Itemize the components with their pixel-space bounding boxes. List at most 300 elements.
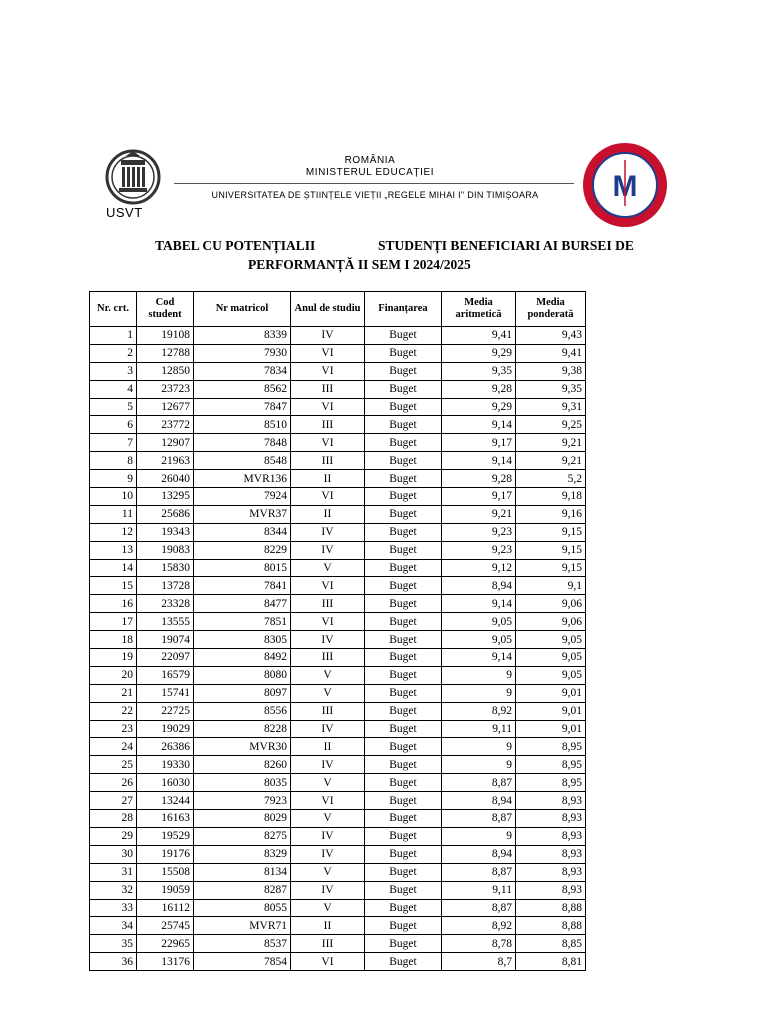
table-row xyxy=(90,953,586,971)
cell-nr: 36 xyxy=(90,953,137,971)
cell-nr-matricol: 7923 xyxy=(194,792,291,810)
cell-an: IV xyxy=(291,541,365,559)
cell-cod-student: 23723 xyxy=(137,380,194,398)
table-row xyxy=(90,452,586,470)
cell-nr-matricol: 7851 xyxy=(194,613,291,631)
header-divider xyxy=(174,183,574,184)
cell-media-aritmetica: 9,35 xyxy=(442,362,516,380)
cell-finantare: Buget xyxy=(365,434,442,452)
table-row xyxy=(90,666,586,684)
table-row xyxy=(90,577,586,595)
cell-nr-matricol: 8055 xyxy=(194,899,291,917)
cell-nr-matricol: 7930 xyxy=(194,344,291,362)
cell-media-aritmetica: 9,29 xyxy=(442,344,516,362)
cell-finantare: Buget xyxy=(365,523,442,541)
cell-media-aritmetica: 8,92 xyxy=(442,917,516,935)
cell-an: II xyxy=(291,505,365,523)
cell-media-aritmetica: 8,87 xyxy=(442,899,516,917)
cell-an: III xyxy=(291,452,365,470)
cell-nr-matricol: MVR37 xyxy=(194,505,291,523)
cell-cod-student: 15508 xyxy=(137,863,194,881)
cell-cod-student: 13176 xyxy=(137,953,194,971)
cell-media-ponderata: 9,01 xyxy=(516,720,586,738)
cell-media-ponderata: 9,41 xyxy=(516,344,586,362)
cell-finantare: Buget xyxy=(365,380,442,398)
cell-cod-student: 16030 xyxy=(137,774,194,792)
cell-media-aritmetica: 9,14 xyxy=(442,416,516,434)
cell-media-aritmetica: 8,94 xyxy=(442,792,516,810)
cell-nr-matricol: 7841 xyxy=(194,577,291,595)
cell-nr-matricol: 8477 xyxy=(194,595,291,613)
table-row xyxy=(90,863,586,881)
title-part-1: TABEL CU POTENȚIALII xyxy=(155,238,316,253)
cell-media-aritmetica: 8,92 xyxy=(442,702,516,720)
cell-an: VI xyxy=(291,398,365,416)
cell-an: VI xyxy=(291,434,365,452)
cell-an: III xyxy=(291,702,365,720)
cell-media-ponderata: 8,81 xyxy=(516,953,586,971)
cell-cod-student: 12907 xyxy=(137,434,194,452)
cell-cod-student: 25745 xyxy=(137,917,194,935)
cell-nr: 8 xyxy=(90,452,137,470)
cell-an: IV xyxy=(291,756,365,774)
cell-cod-student: 19176 xyxy=(137,845,194,863)
cell-media-ponderata: 9,21 xyxy=(516,452,586,470)
cell-nr-matricol: 8029 xyxy=(194,810,291,828)
cell-an: III xyxy=(291,416,365,434)
cell-media-ponderata: 9,05 xyxy=(516,631,586,649)
cell-an: IV xyxy=(291,327,365,345)
cell-nr-matricol: 8229 xyxy=(194,541,291,559)
cell-media-ponderata: 9,43 xyxy=(516,327,586,345)
cell-media-aritmetica: 8,7 xyxy=(442,953,516,971)
cell-nr: 24 xyxy=(90,738,137,756)
cell-media-ponderata: 9,05 xyxy=(516,666,586,684)
cell-cod-student: 12788 xyxy=(137,344,194,362)
cell-an: V xyxy=(291,559,365,577)
cell-cod-student: 25686 xyxy=(137,505,194,523)
cell-media-ponderata: 5,2 xyxy=(516,470,586,488)
cell-cod-student: 26386 xyxy=(137,738,194,756)
cell-nr-matricol: 8562 xyxy=(194,380,291,398)
cell-cod-student: 22965 xyxy=(137,935,194,953)
cell-cod-student: 19059 xyxy=(137,881,194,899)
cell-cod-student: 12677 xyxy=(137,398,194,416)
cell-finantare: Buget xyxy=(365,649,442,667)
cell-nr: 33 xyxy=(90,899,137,917)
cell-finantare: Buget xyxy=(365,398,442,416)
usvt-label: USVT xyxy=(106,205,143,220)
cell-finantare: Buget xyxy=(365,792,442,810)
cell-an: IV xyxy=(291,523,365,541)
cell-cod-student: 19343 xyxy=(137,523,194,541)
cell-media-ponderata: 9,06 xyxy=(516,613,586,631)
cell-media-ponderata: 8,95 xyxy=(516,738,586,756)
cell-nr: 21 xyxy=(90,684,137,702)
cell-finantare: Buget xyxy=(365,559,442,577)
cell-cod-student: 16112 xyxy=(137,899,194,917)
cell-an: III xyxy=(291,380,365,398)
cell-media-aritmetica: 9,41 xyxy=(442,327,516,345)
table-row xyxy=(90,792,586,810)
cell-nr: 1 xyxy=(90,327,137,345)
table-row xyxy=(90,434,586,452)
cell-media-ponderata: 9,38 xyxy=(516,362,586,380)
cell-finantare: Buget xyxy=(365,863,442,881)
cell-an: VI xyxy=(291,953,365,971)
table-row xyxy=(90,774,586,792)
cell-media-ponderata: 9,15 xyxy=(516,541,586,559)
table-row xyxy=(90,720,586,738)
cell-finantare: Buget xyxy=(365,845,442,863)
cell-an: V xyxy=(291,863,365,881)
cell-an: II xyxy=(291,470,365,488)
cell-finantare: Buget xyxy=(365,362,442,380)
cell-finantare: Buget xyxy=(365,344,442,362)
cell-nr-matricol: 7924 xyxy=(194,488,291,506)
students-table xyxy=(89,291,586,971)
cell-nr: 7 xyxy=(90,434,137,452)
cell-media-ponderata: 8,88 xyxy=(516,899,586,917)
cell-nr: 23 xyxy=(90,720,137,738)
cell-nr: 6 xyxy=(90,416,137,434)
cell-media-ponderata: 9,15 xyxy=(516,559,586,577)
table-row xyxy=(90,935,586,953)
cell-an: VI xyxy=(291,344,365,362)
cell-cod-student: 13555 xyxy=(137,613,194,631)
cell-media-ponderata: 9,16 xyxy=(516,505,586,523)
cell-media-aritmetica: 9,12 xyxy=(442,559,516,577)
cell-cod-student: 26040 xyxy=(137,470,194,488)
cell-media-ponderata: 9,1 xyxy=(516,577,586,595)
cell-an: V xyxy=(291,899,365,917)
cell-nr: 26 xyxy=(90,774,137,792)
table-row xyxy=(90,595,586,613)
cell-finantare: Buget xyxy=(365,953,442,971)
cell-nr-matricol: 8510 xyxy=(194,416,291,434)
cell-finantare: Buget xyxy=(365,720,442,738)
cell-finantare: Buget xyxy=(365,595,442,613)
table-row xyxy=(90,613,586,631)
cell-an: IV xyxy=(291,881,365,899)
cell-finantare: Buget xyxy=(365,738,442,756)
cell-nr: 4 xyxy=(90,380,137,398)
header-nr-matricol: Nr matricol xyxy=(194,292,291,327)
table-row xyxy=(90,684,586,702)
cell-an: IV xyxy=(291,827,365,845)
cell-finantare: Buget xyxy=(365,666,442,684)
cell-nr: 5 xyxy=(90,398,137,416)
table-row xyxy=(90,649,586,667)
header-media-ponderata: Media ponderată xyxy=(516,292,586,327)
cell-nr: 25 xyxy=(90,756,137,774)
cell-nr-matricol: 7834 xyxy=(194,362,291,380)
cell-media-aritmetica: 9,11 xyxy=(442,720,516,738)
cell-media-aritmetica: 9 xyxy=(442,666,516,684)
cell-media-aritmetica: 9,23 xyxy=(442,523,516,541)
cell-media-aritmetica: 9,05 xyxy=(442,631,516,649)
cell-cod-student: 15830 xyxy=(137,559,194,577)
cell-an: V xyxy=(291,666,365,684)
cell-media-ponderata: 9,31 xyxy=(516,398,586,416)
table-row xyxy=(90,845,586,863)
cell-media-aritmetica: 9,05 xyxy=(442,613,516,631)
cell-cod-student: 19083 xyxy=(137,541,194,559)
cell-media-aritmetica: 9,14 xyxy=(442,649,516,667)
cell-nr: 2 xyxy=(90,344,137,362)
header-finantarea: Finanțarea xyxy=(365,292,442,327)
header-university: UNIVERSITATEA DE ȘTIINȚELE VIEȚII „REGELE MIHAI I" DIN TIMIȘOARA xyxy=(211,190,539,200)
cell-an: VI xyxy=(291,362,365,380)
cell-nr: 29 xyxy=(90,827,137,845)
cell-nr: 3 xyxy=(90,362,137,380)
cell-media-aritmetica: 9 xyxy=(442,684,516,702)
cell-cod-student: 15741 xyxy=(137,684,194,702)
table-row xyxy=(90,541,586,559)
header-ministry: MINISTERUL EDUCAȚIEI xyxy=(305,167,435,178)
table-row xyxy=(90,917,586,935)
cell-finantare: Buget xyxy=(365,327,442,345)
cell-finantare: Buget xyxy=(365,488,442,506)
cell-nr: 9 xyxy=(90,470,137,488)
cell-finantare: Buget xyxy=(365,505,442,523)
cell-finantare: Buget xyxy=(365,541,442,559)
header-media-aritmetica: Media aritmetică xyxy=(442,292,516,327)
cell-an: IV xyxy=(291,720,365,738)
cell-cod-student: 16163 xyxy=(137,810,194,828)
cell-nr: 30 xyxy=(90,845,137,863)
cell-finantare: Buget xyxy=(365,702,442,720)
cell-cod-student: 19029 xyxy=(137,720,194,738)
cell-nr-matricol: 8015 xyxy=(194,559,291,577)
cell-media-aritmetica: 8,87 xyxy=(442,774,516,792)
cell-media-aritmetica: 9 xyxy=(442,756,516,774)
cell-media-aritmetica: 9,17 xyxy=(442,488,516,506)
cell-media-ponderata: 9,01 xyxy=(516,702,586,720)
cell-finantare: Buget xyxy=(365,470,442,488)
cell-nr-matricol: 8134 xyxy=(194,863,291,881)
cell-nr-matricol: 8305 xyxy=(194,631,291,649)
cell-cod-student: 22097 xyxy=(137,649,194,667)
cell-media-aritmetica: 9,17 xyxy=(442,434,516,452)
cell-an: III xyxy=(291,935,365,953)
cell-media-ponderata: 9,18 xyxy=(516,488,586,506)
cell-nr-matricol: 8275 xyxy=(194,827,291,845)
table-row xyxy=(90,488,586,506)
cell-media-aritmetica: 9,28 xyxy=(442,470,516,488)
cell-an: V xyxy=(291,774,365,792)
cell-nr-matricol: 8260 xyxy=(194,756,291,774)
cell-nr-matricol: 8080 xyxy=(194,666,291,684)
cell-media-aritmetica: 9,21 xyxy=(442,505,516,523)
cell-media-ponderata: 9,21 xyxy=(516,434,586,452)
cell-nr-matricol: MVR136 xyxy=(194,470,291,488)
cell-nr: 20 xyxy=(90,666,137,684)
cell-media-ponderata: 9,05 xyxy=(516,649,586,667)
header-nr: Nr. crt. xyxy=(90,292,137,327)
cell-media-ponderata: 9,35 xyxy=(516,380,586,398)
cell-finantare: Buget xyxy=(365,684,442,702)
cell-nr: 10 xyxy=(90,488,137,506)
cell-nr: 13 xyxy=(90,541,137,559)
cell-nr: 14 xyxy=(90,559,137,577)
cell-nr: 12 xyxy=(90,523,137,541)
cell-nr-matricol: 8537 xyxy=(194,935,291,953)
cell-media-aritmetica: 8,78 xyxy=(442,935,516,953)
cell-media-ponderata: 9,15 xyxy=(516,523,586,541)
cell-nr: 11 xyxy=(90,505,137,523)
table-row xyxy=(90,738,586,756)
cell-an: IV xyxy=(291,631,365,649)
cell-nr: 17 xyxy=(90,613,137,631)
faculty-logo xyxy=(580,140,670,230)
cell-nr-matricol: 7854 xyxy=(194,953,291,971)
cell-nr-matricol: 7848 xyxy=(194,434,291,452)
table-row xyxy=(90,505,586,523)
cell-finantare: Buget xyxy=(365,810,442,828)
cell-media-ponderata: 8,93 xyxy=(516,845,586,863)
cell-cod-student: 19074 xyxy=(137,631,194,649)
cell-nr-matricol: 7847 xyxy=(194,398,291,416)
cell-media-ponderata: 9,01 xyxy=(516,684,586,702)
cell-an: IV xyxy=(291,845,365,863)
cell-an: VI xyxy=(291,488,365,506)
header-anul-de-studiu: Anul de studiu xyxy=(291,292,365,327)
cell-nr-matricol: 8287 xyxy=(194,881,291,899)
cell-nr-matricol: MVR30 xyxy=(194,738,291,756)
cell-nr-matricol: 8492 xyxy=(194,649,291,667)
cell-media-aritmetica: 9,28 xyxy=(442,380,516,398)
table-row xyxy=(90,810,586,828)
table-row xyxy=(90,416,586,434)
cell-finantare: Buget xyxy=(365,881,442,899)
cell-media-aritmetica: 9 xyxy=(442,827,516,845)
cell-media-aritmetica: 9,11 xyxy=(442,881,516,899)
cell-media-aritmetica: 8,94 xyxy=(442,577,516,595)
table-row xyxy=(90,899,586,917)
cell-media-ponderata: 8,93 xyxy=(516,881,586,899)
cell-an: V xyxy=(291,810,365,828)
cell-nr: 27 xyxy=(90,792,137,810)
table-row xyxy=(90,344,586,362)
cell-finantare: Buget xyxy=(365,613,442,631)
cell-nr-matricol: 8329 xyxy=(194,845,291,863)
table-row xyxy=(90,881,586,899)
cell-cod-student: 19108 xyxy=(137,327,194,345)
cell-nr: 32 xyxy=(90,881,137,899)
cell-nr: 18 xyxy=(90,631,137,649)
cell-nr: 15 xyxy=(90,577,137,595)
cell-cod-student: 19529 xyxy=(137,827,194,845)
cell-media-ponderata: 8,95 xyxy=(516,774,586,792)
table-row xyxy=(90,327,586,345)
table-row xyxy=(90,756,586,774)
cell-finantare: Buget xyxy=(365,416,442,434)
cell-nr: 31 xyxy=(90,863,137,881)
cell-media-ponderata: 9,25 xyxy=(516,416,586,434)
cell-media-ponderata: 8,93 xyxy=(516,863,586,881)
cell-an: II xyxy=(291,738,365,756)
cell-media-ponderata: 8,85 xyxy=(516,935,586,953)
cell-an: III xyxy=(291,595,365,613)
cell-finantare: Buget xyxy=(365,452,442,470)
table-row xyxy=(90,398,586,416)
table-header-row xyxy=(90,292,586,327)
cell-cod-student: 19330 xyxy=(137,756,194,774)
title-part-2: STUDENȚI BENEFICIARI AI BURSEI DE xyxy=(378,238,634,253)
cell-cod-student: 13728 xyxy=(137,577,194,595)
cell-media-aritmetica: 9,29 xyxy=(442,398,516,416)
cell-an: VI xyxy=(291,613,365,631)
cell-finantare: Buget xyxy=(365,631,442,649)
cell-nr-matricol: 8548 xyxy=(194,452,291,470)
cell-an: III xyxy=(291,649,365,667)
cell-media-aritmetica: 9,14 xyxy=(442,452,516,470)
cell-nr: 35 xyxy=(90,935,137,953)
cell-cod-student: 22725 xyxy=(137,702,194,720)
cell-cod-student: 23772 xyxy=(137,416,194,434)
cell-finantare: Buget xyxy=(365,827,442,845)
table-row xyxy=(90,631,586,649)
cell-media-aritmetica: 8,87 xyxy=(442,810,516,828)
cell-nr-matricol: 8556 xyxy=(194,702,291,720)
cell-cod-student: 12850 xyxy=(137,362,194,380)
table-row xyxy=(90,470,586,488)
table-row xyxy=(90,702,586,720)
cell-nr: 19 xyxy=(90,649,137,667)
cell-nr: 34 xyxy=(90,917,137,935)
header-cod-student: Cod student xyxy=(137,292,194,327)
cell-finantare: Buget xyxy=(365,756,442,774)
title-part-3: PERFORMANȚĂ II SEM I 2024/2025 xyxy=(248,257,471,272)
cell-media-ponderata: 8,88 xyxy=(516,917,586,935)
cell-nr-matricol: 8339 xyxy=(194,327,291,345)
cell-nr-matricol: MVR71 xyxy=(194,917,291,935)
cell-media-aritmetica: 8,94 xyxy=(442,845,516,863)
cell-media-aritmetica: 9 xyxy=(442,738,516,756)
cell-finantare: Buget xyxy=(365,917,442,935)
cell-finantare: Buget xyxy=(365,899,442,917)
cell-cod-student: 21963 xyxy=(137,452,194,470)
cell-media-ponderata: 8,93 xyxy=(516,810,586,828)
cell-an: VI xyxy=(291,792,365,810)
cell-media-aritmetica: 9,23 xyxy=(442,541,516,559)
cell-cod-student: 23328 xyxy=(137,595,194,613)
cell-media-ponderata: 8,93 xyxy=(516,827,586,845)
cell-cod-student: 16579 xyxy=(137,666,194,684)
cell-nr: 28 xyxy=(90,810,137,828)
table-row xyxy=(90,362,586,380)
cell-nr-matricol: 8097 xyxy=(194,684,291,702)
cell-media-aritmetica: 9,14 xyxy=(442,595,516,613)
cell-nr: 16 xyxy=(90,595,137,613)
table-row xyxy=(90,380,586,398)
cell-cod-student: 13244 xyxy=(137,792,194,810)
cell-nr-matricol: 8035 xyxy=(194,774,291,792)
cell-an: II xyxy=(291,917,365,935)
cell-nr-matricol: 8344 xyxy=(194,523,291,541)
cell-nr: 22 xyxy=(90,702,137,720)
cell-an: VI xyxy=(291,577,365,595)
cell-media-ponderata: 9,06 xyxy=(516,595,586,613)
cell-finantare: Buget xyxy=(365,935,442,953)
cell-media-ponderata: 8,93 xyxy=(516,792,586,810)
cell-media-aritmetica: 8,87 xyxy=(442,863,516,881)
faculty-logo-letter: M xyxy=(612,170,638,203)
cell-nr-matricol: 8228 xyxy=(194,720,291,738)
cell-media-ponderata: 8,95 xyxy=(516,756,586,774)
table-row xyxy=(90,559,586,577)
